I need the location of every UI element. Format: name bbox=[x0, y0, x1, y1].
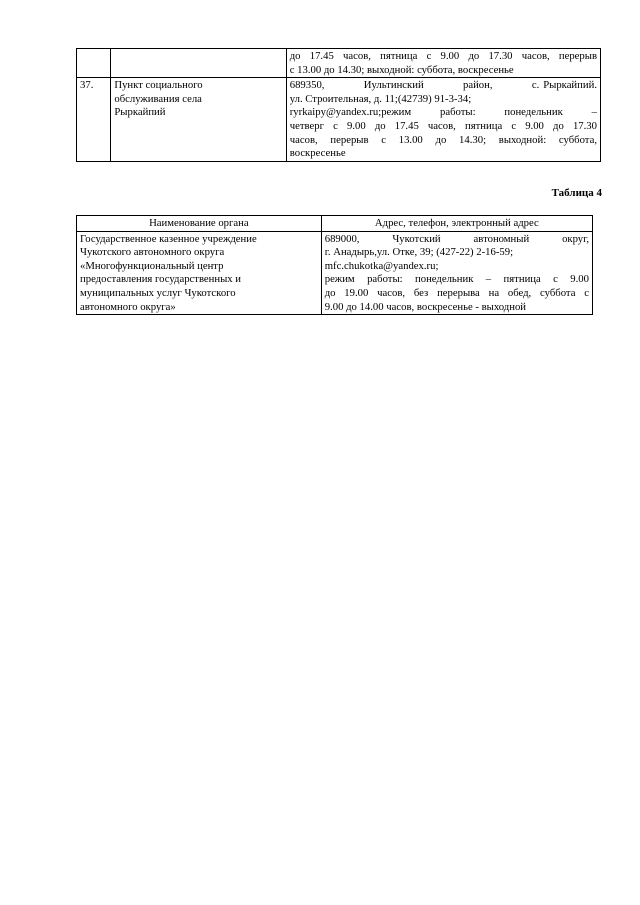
name-line: Пункт социального bbox=[114, 79, 203, 92]
organization-name-cell bbox=[77, 231, 322, 315]
name-line: предоставления государственных и bbox=[80, 273, 242, 286]
name-line: обслуживания села bbox=[114, 92, 202, 105]
email-line: mfc.chukotka@yandex.ru; bbox=[324, 259, 439, 272]
address-line: воскресенье bbox=[289, 147, 346, 160]
table-row bbox=[77, 231, 593, 315]
name-line: муниципальных услуг Чукотского bbox=[80, 286, 236, 299]
name-line: «Многофункциональный центр bbox=[80, 259, 224, 272]
address-line: до 19.00 часов, без перерыва на обед, суббота с bbox=[324, 286, 589, 299]
name-line: Рыркайпий bbox=[114, 106, 166, 119]
address-line: 689000, Чукотский автономный округ, bbox=[324, 232, 589, 245]
address-line: г. Анадырь,ул. Отке, 39; (427-22) 2-16-59; bbox=[324, 246, 514, 259]
address-line: 689350, Иультинский район, с. Рыркайпий. bbox=[289, 79, 597, 92]
column-header-name: Наименование органа bbox=[77, 216, 322, 232]
address-line: четверг с 9.00 до 17.45 часов, пятница с 9.00 до 17.30 bbox=[289, 119, 597, 132]
organization-name-cell bbox=[111, 49, 286, 78]
table-caption: Таблица 4 bbox=[551, 187, 602, 199]
address-line: режим работы: понедельник – пятница с 9.00 bbox=[324, 273, 589, 286]
address-line: 9.00 до 14.00 часов, воскресенье - выходной bbox=[324, 300, 527, 313]
address-line: ryrkaipy@yandex.ru;режим работы: понедельник – bbox=[289, 106, 597, 119]
address-line: ул. Строительная, д. 11;(42739) 91-3-34; bbox=[289, 92, 472, 105]
services-table-continued bbox=[76, 48, 601, 162]
address-line: часов, перерыв с 13.00 до 14.30; выходной: суббота, bbox=[289, 133, 597, 146]
address-cell bbox=[286, 49, 600, 78]
address-cell bbox=[321, 231, 592, 315]
name-line: Чукотского автономного округа bbox=[80, 246, 225, 259]
name-line: Государственное казенное учреждение bbox=[80, 232, 257, 245]
name-line: автономного округа» bbox=[80, 300, 176, 313]
column-header-address: Адрес, телефон, электронный адрес bbox=[321, 216, 592, 232]
mfc-contacts-table bbox=[76, 215, 593, 315]
address-line: с 13.00 до 14.30; выходной: суббота, воскресенье bbox=[289, 63, 514, 76]
row-number-cell: 37. bbox=[77, 78, 111, 162]
organization-name-cell bbox=[111, 78, 286, 162]
address-cell bbox=[286, 78, 600, 162]
table-row bbox=[77, 49, 601, 78]
row-number-cell bbox=[77, 49, 111, 78]
address-line: до 17.45 часов, пятница с 9.00 до 17.30 часов, перерыв bbox=[289, 50, 597, 62]
table-header-row bbox=[77, 216, 593, 232]
table-row bbox=[77, 78, 601, 162]
